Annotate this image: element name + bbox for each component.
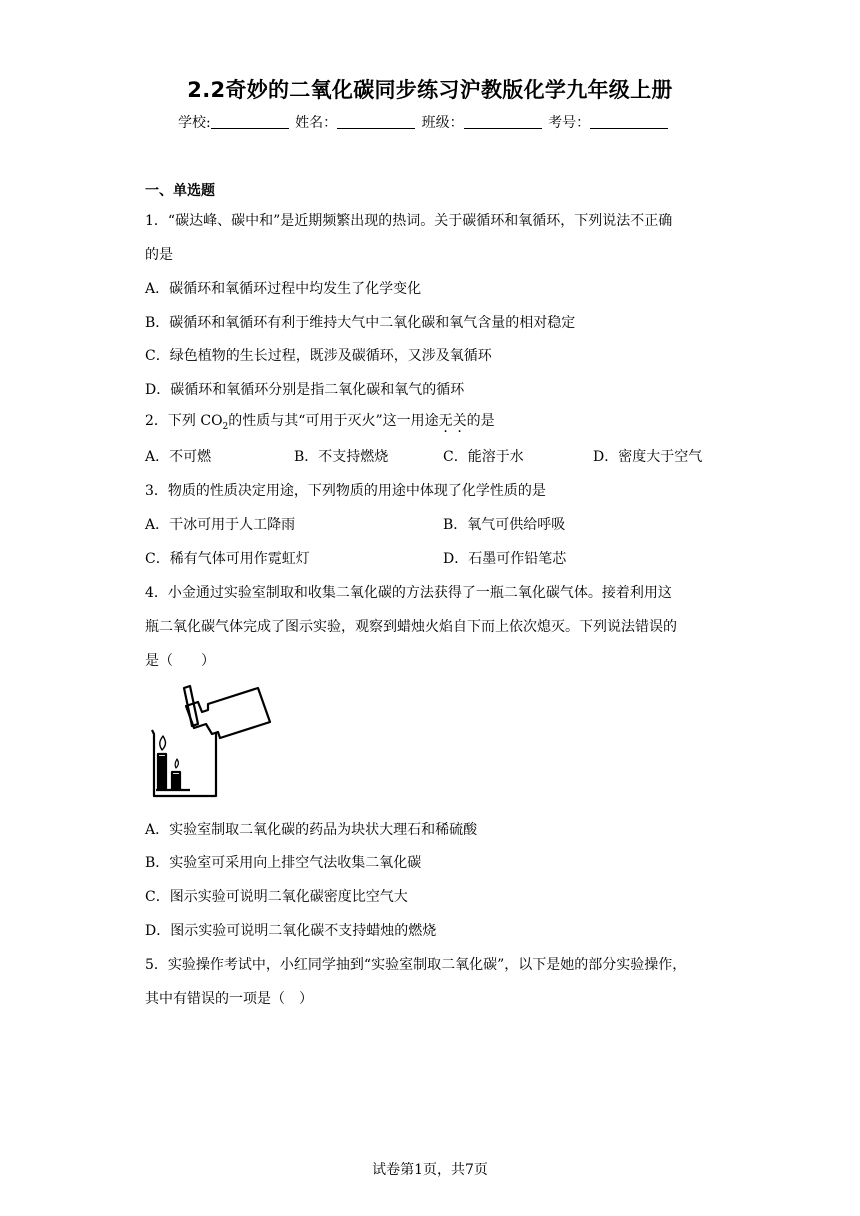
q2-option-d[interactable]: D．密度大于空气	[593, 449, 703, 465]
page-title: 2.2奇妙的二氧化碳同步练习沪教版化学九年级上册	[187, 78, 673, 102]
q1-option-c[interactable]: C．绿色植物的生长过程，既涉及碳循环，又涉及氧循环	[145, 348, 492, 364]
candle-flame-short	[175, 759, 178, 768]
gas-bottle	[186, 688, 270, 738]
q2-co2-subscript: 2	[222, 421, 229, 432]
q4-option-a[interactable]: A．实验室制取二氧化碳的药品为块状大理石和稀硫酸	[145, 822, 478, 838]
q2-option-b[interactable]: B．不支持燃烧	[294, 449, 389, 465]
q1-option-d[interactable]: D．碳循环和氧循环分别是指二氧化碳和氧气的循环	[145, 382, 465, 398]
q3-stem: 3．物质的性质决定用途，下列物质的用途中体现了化学性质的是	[145, 483, 546, 499]
q4-option-d[interactable]: D．图示实验可说明二氧化碳不支持蜡烛的燃烧	[145, 923, 437, 939]
q4-stem-line3: 是（ ）	[145, 653, 215, 669]
q2-options	[145, 446, 745, 466]
class-label: 班级：	[421, 115, 464, 131]
page-footer: 试卷第1页，共7页	[372, 1162, 488, 1178]
q3-option-d[interactable]: D．石墨可作铅笔芯	[443, 551, 567, 567]
q4-stem-line1: 4．小金通过实验室制取和收集二氧化碳的方法获得了一瓶二氧化碳气体。接着利用这	[145, 585, 672, 601]
school-blank[interactable]	[211, 114, 289, 129]
q2-stem	[145, 410, 495, 432]
q2-emphasis-char-1: 无	[438, 413, 453, 429]
number-label: 考号：	[548, 115, 591, 131]
candle-flame-tall	[160, 736, 166, 750]
q3-option-a[interactable]: A．干冰可用于人工降雨	[145, 517, 296, 533]
q5-stem-line1: 5．实验操作考试中，小红同学抽到“实验室制取二氧化碳”，以下是她的部分实验操作，	[145, 957, 687, 973]
name-label: 姓名：	[295, 115, 338, 131]
q5-stem-line2: 其中有错误的一项是（ ）	[145, 991, 313, 1007]
q3-option-c[interactable]: C．稀有气体可用作霓虹灯	[145, 551, 310, 567]
q1-option-b[interactable]: B．碳循环和氧循环有利于维持大气中二氧化碳和氧气含量的相对稳定	[145, 315, 576, 331]
section-heading: 一、单选题	[145, 183, 215, 199]
name-blank[interactable]	[337, 114, 415, 129]
q2-stem-pre: 2．下列 CO	[145, 413, 223, 429]
q1-stem-line1: 1．“碳达峰、碳中和”是近期频繁出现的热词。关于碳循环和氧循环，下列说法不正确	[145, 213, 673, 229]
school-label: 学校:	[178, 115, 211, 131]
student-info-row	[178, 112, 670, 132]
q2-option-a[interactable]: A．不可燃	[145, 449, 212, 465]
co2-pouring-experiment-figure	[146, 684, 276, 802]
q2-stem-post: 的是	[466, 413, 495, 429]
q2-stem-mid: 的性质与其“可用于灭火”这一用途	[228, 413, 439, 429]
q2-emphasis-char-2: 关	[452, 413, 467, 429]
q3-options-row2	[145, 548, 745, 568]
class-blank[interactable]	[464, 114, 542, 129]
number-blank[interactable]	[590, 114, 668, 129]
q3-option-b[interactable]: B．氧气可供给呼吸	[443, 517, 566, 533]
q4-option-c[interactable]: C．图示实验可说明二氧化碳密度比空气大	[145, 889, 408, 905]
q1-option-a[interactable]: A．碳循环和氧循环过程中均发生了化学变化	[145, 281, 422, 297]
q4-option-b[interactable]: B．实验室可采用向上排空气法收集二氧化碳	[145, 855, 422, 871]
q1-stem-line2: 的是	[145, 247, 173, 263]
q2-option-c[interactable]: C．能溶于水	[443, 449, 524, 465]
q4-stem-line2: 瓶二氧化碳气体完成了图示实验，观察到蜡烛火焰自下而上依次熄灭。下列说法错误的	[145, 619, 677, 635]
q3-options-row1	[145, 514, 745, 534]
